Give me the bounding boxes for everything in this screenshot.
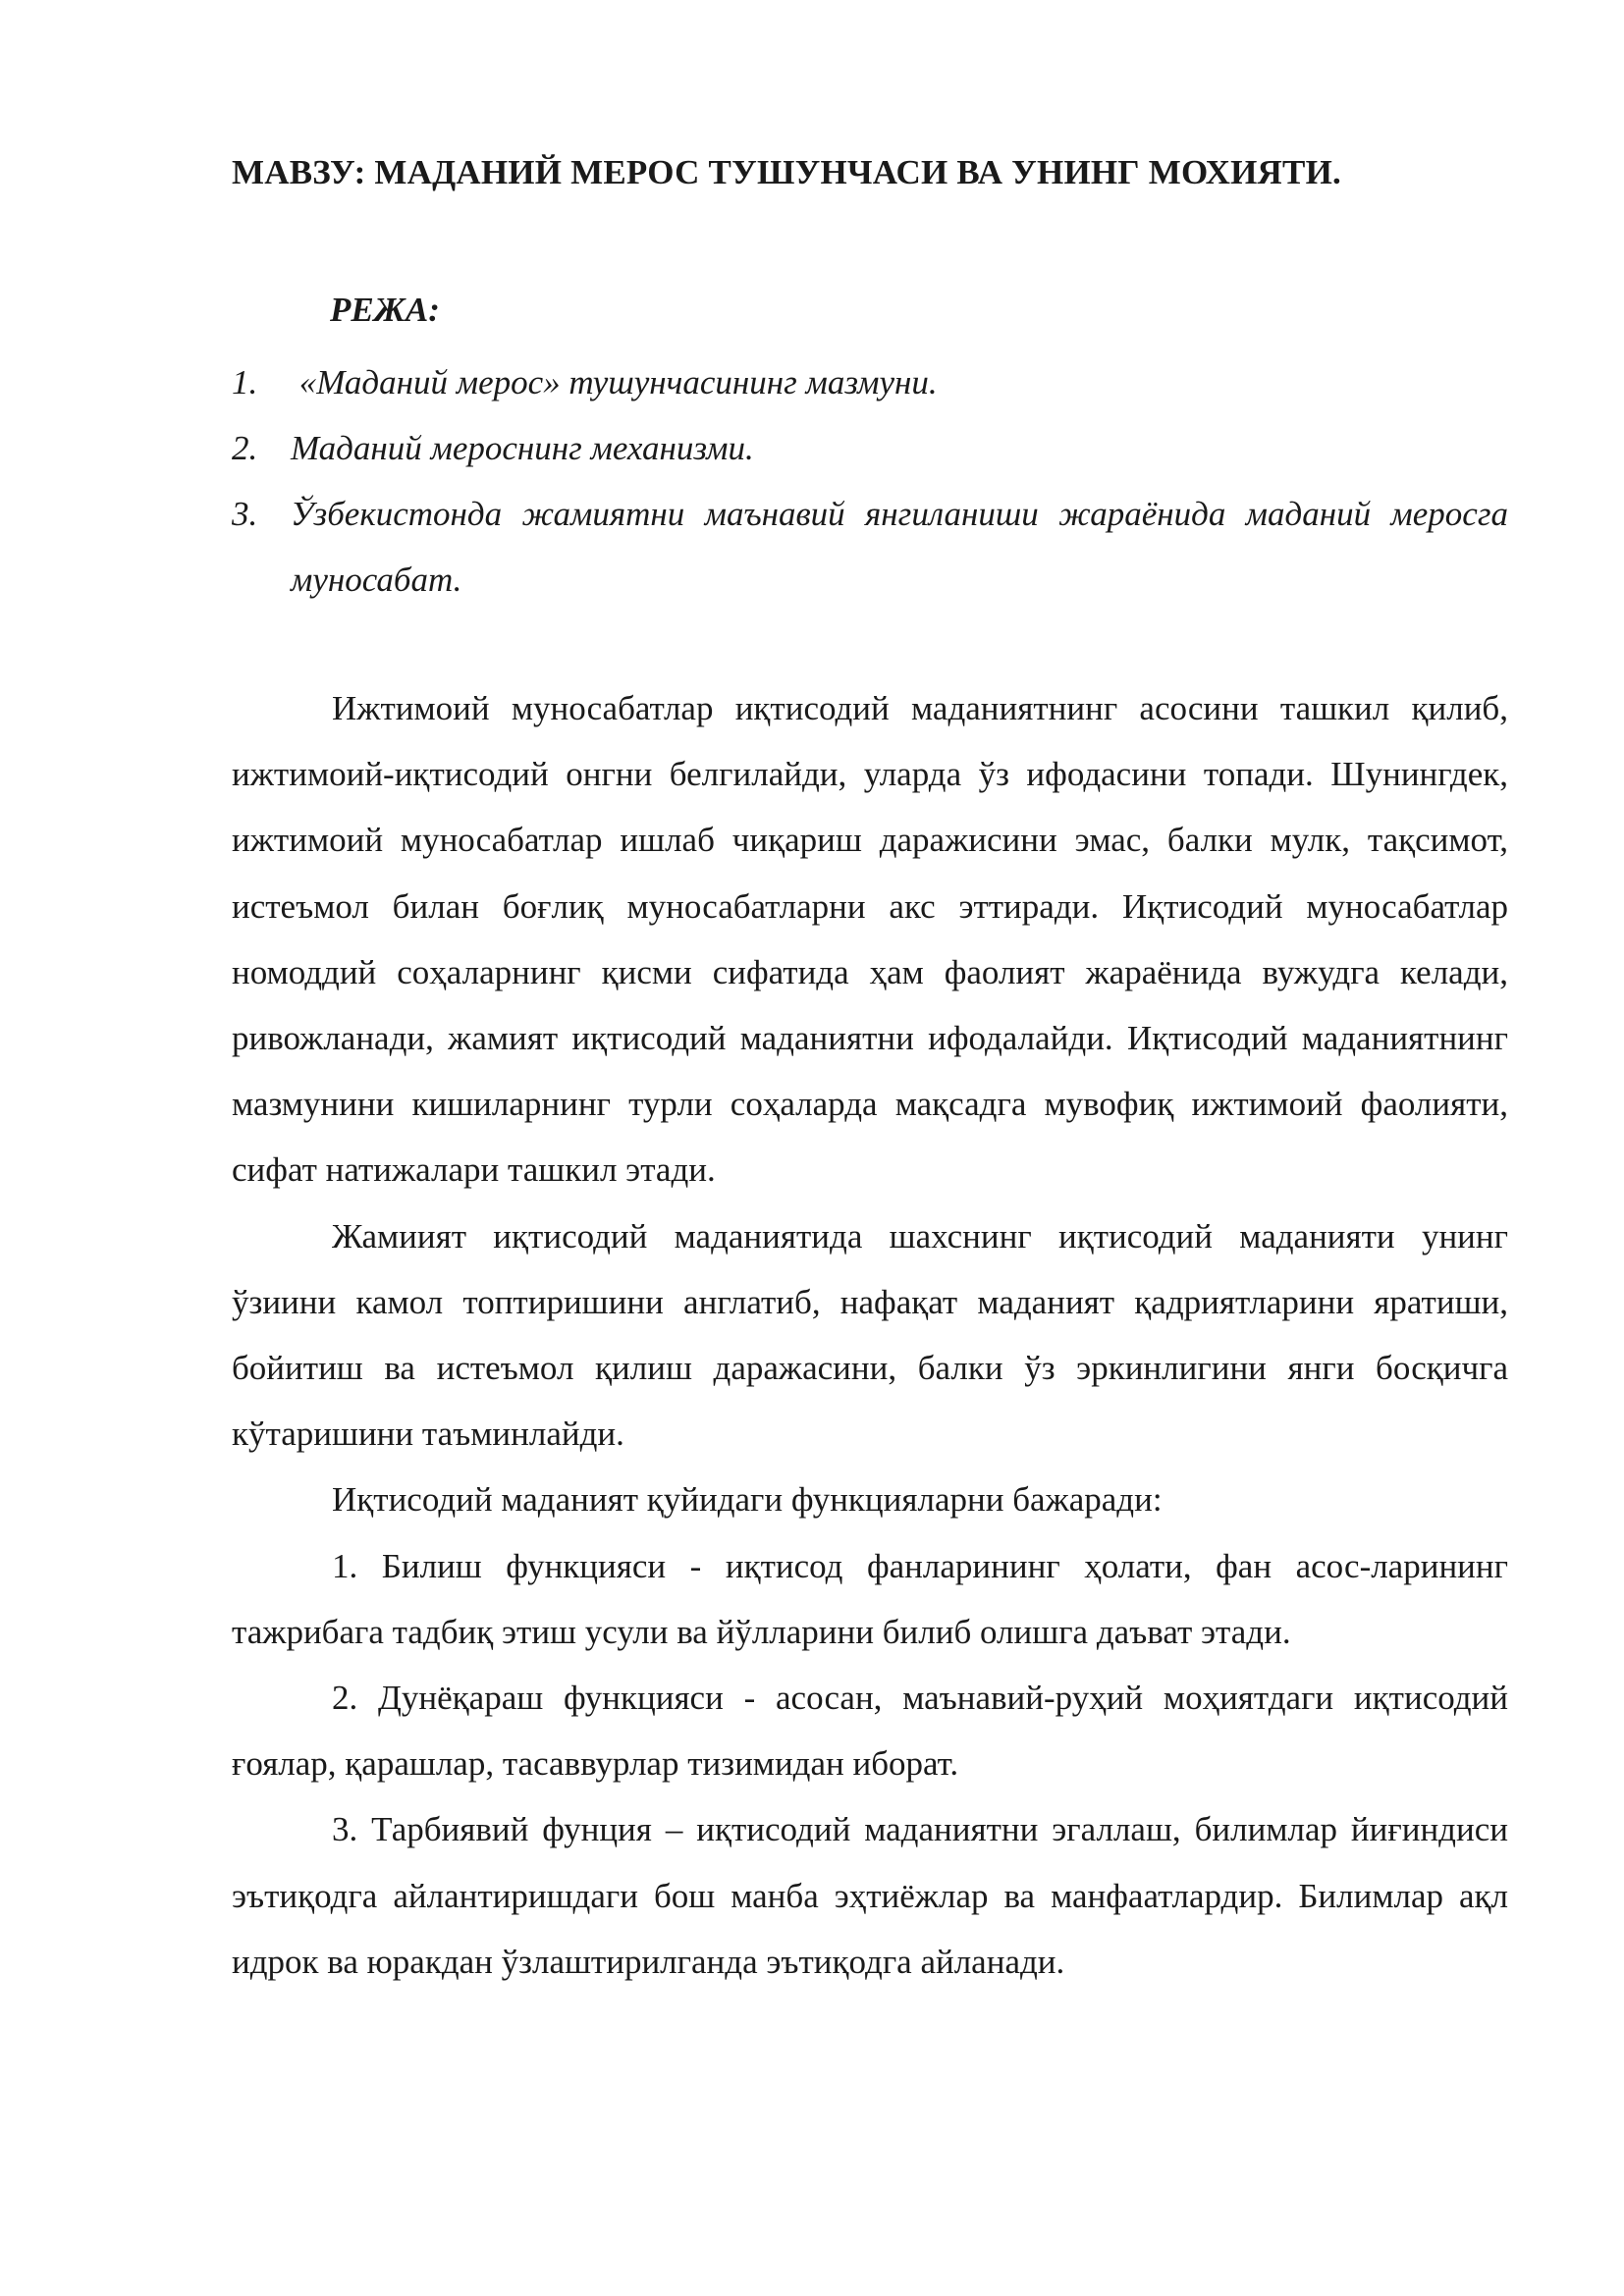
plan-item-number: 3. [232,495,258,533]
plan-heading: РЕЖА: [330,291,440,329]
paragraph: Жамиият иқтисодий маданиятида шахснинг иқтисодий маданияти унинг ўзиини камол топтиришини англатиб, нафақат маданият қадриятларини яратиши, бойитиш ва истеъмол қилиш даражасини, балки ўз эркинлигини янги босқичга кўтаришини таъминлайди. [232,1216,1508,1454]
body-text [232,675,1508,1995]
plan-item [232,415,1508,481]
plan-list [232,349,1508,613]
plan-item [232,481,1508,613]
plan-item-number: 1. [232,363,258,401]
plan-item-text: «Маданий мерос» тушунчасининг мазмуни. [291,363,938,401]
plan-item-text: Маданий мероснинг механизми. [291,429,754,467]
document-title: МАВЗУ: МАДАНИЙ МЕРОС ТУШУНЧАСИ ВА УНИНГ МОХИЯТИ. [232,153,1341,191]
plan-item-number: 2. [232,429,258,467]
paragraph: 3. Тарбиявий фунция – иқтисодий маданиятни эгаллаш, билимлар йиғиндиси эътиқодга айлантиришдаги бош манба эҳтиёжлар ва манфаатлардир. Билимлар ақл идрок ва юракдан ўзлаштирилганда эътиқодга айланади. [232,1810,1508,1981]
paragraph: 2. Дунёқараш функцияси - асосан, маънавий-руҳий моҳиятдаги иқтисодий ғоялар, қарашлар, тасаввурлар тизимидан иборат. [232,1679,1508,1784]
plan-item-text: Ўзбекистонда жамиятни маънавий янгиланиши жараёнида маданий меросга муносабат. [291,495,1508,599]
plan-item [232,349,1508,415]
paragraph: 1. Билиш функцияси - иқтисод фанларининг ҳолати, фан асос-ларининг тажрибага тадбиқ этиш усули ва йўлларини билиб олишга даъват этади. [232,1546,1508,1651]
paragraph: Иқтисодий маданият қуйидаги функцияларни бажаради: [332,1480,1163,1520]
paragraph: Ижтимоий муносабатлар иқтисодий маданиятнинг асосини ташкил қилиб, ижтимоий-иқтисодий онгни белгилайди, уларда ўз ифодасини топади. Шунингдек, ижтимоий муносабатлар ишлаб чиқариш даражисини эмас, балки мулк, тақсимот, истеъмол билан боғлиқ муносабатларни акс эттиради. Иқтисодий муносабатлар номоддий соҳаларнинг қисми сифатида ҳам фаолият жараёнида вужудга келади, ривожланади, жамият иқтисодий маданиятни ифодалайди. Иқтисодий маданиятнинг мазмунини кишиларнинг турли соҳаларда мақсадга мувофиқ ижтимоий фаолияти, сифат натижалари ташкил этади. [232,689,1508,1190]
